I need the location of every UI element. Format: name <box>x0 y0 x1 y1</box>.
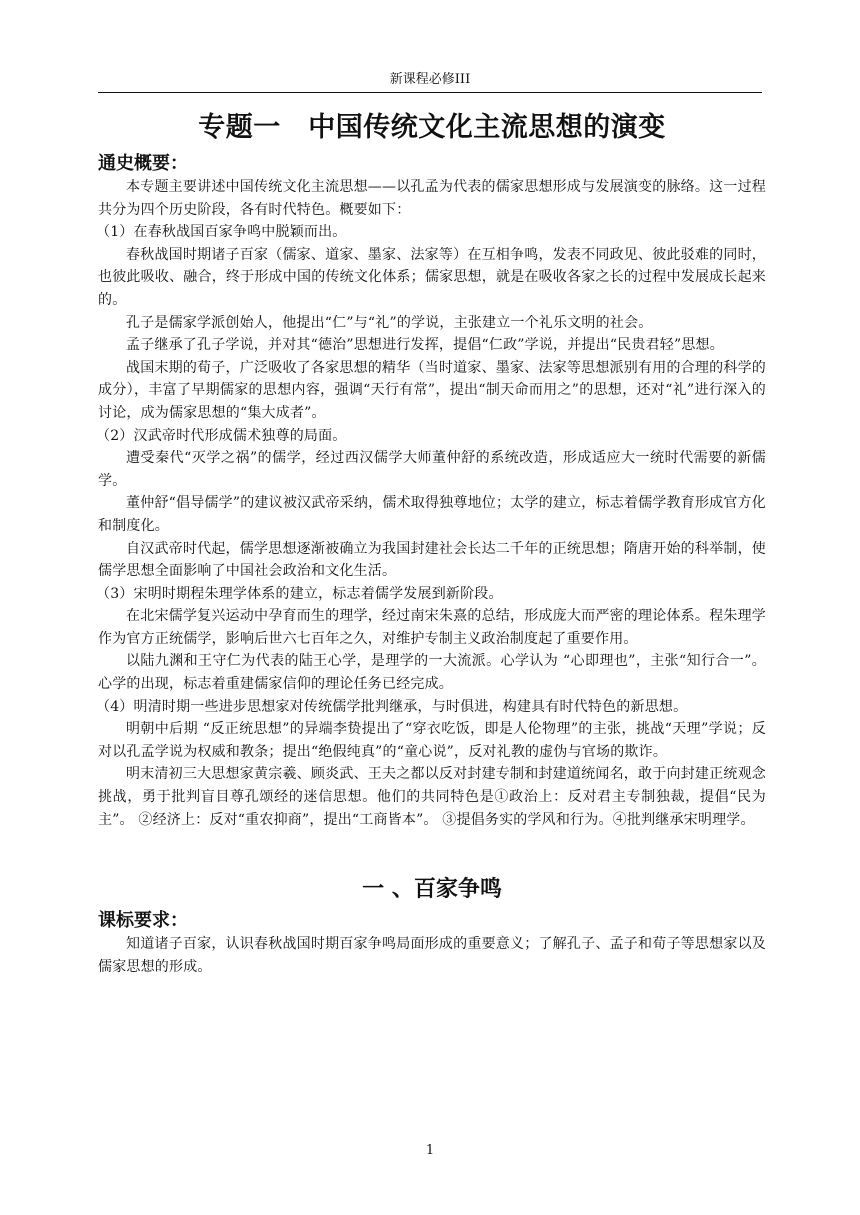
stage-1 <box>98 221 766 424</box>
curriculum-heading: 课标要求： <box>98 910 188 932</box>
paragraph: 春秋战国时期诸子百家（儒家、道家、墨家、法家等）在互相争鸣，发表不同政见、彼此驳难的同时，也彼此吸收、融合，终于形成中国的传统文化体系；儒家思想，就是在吸收各家之长的过程中发展成长起来的。 <box>98 246 766 308</box>
stage-title: （2）汉武帝时代形成儒术独尊的局面。 <box>96 427 347 444</box>
stage-title: （1）在春秋战国百家争鸣中脱颖而出。 <box>96 224 347 241</box>
stage-2 <box>98 425 766 583</box>
paragraph: 自汉武帝时代起，儒学思想逐渐被确立为我国封建社会长达二千年的正统思想；隋唐开始的科举制，使儒学思想全面影响了中国社会政治和文化生活。 <box>98 540 766 580</box>
page-number: 1 <box>425 1143 435 1158</box>
overview-intro: 本专题主要讲述中国传统文化主流思想——以孔孟为代表的儒家思想形成与发展演变的脉络。这一过程共分为四个历史阶段，各有时代特色。概要如下： <box>98 179 766 218</box>
paragraph: 孔子是儒家学派创始人，他提出“仁”与“礼”的学说，主张建立一个礼乐文明的社会。 <box>126 314 653 331</box>
paragraph: 明朝中后期 “反正统思想”的异端李贽提出了“穿衣吃饭，即是人伦物理”的主张，挑战“天理”学说；反对以孔孟学说为权威和教条；提出“绝假纯真”的“童心说”，反对礼教的虚伪与官场的欺诈。 <box>98 721 766 760</box>
paragraph: 以陆九渊和王守仁为代表的陆王心学，是理学的一大流派。心学认为 “心即理也”，主张“知行合一”。心学的出现，标志着重建儒家信仰的理论任务已经完成。 <box>98 653 766 693</box>
document-body <box>98 100 766 978</box>
document-title: 专题一 中国传统文化主流思想的演变 <box>198 112 666 143</box>
stage-4 <box>98 696 766 832</box>
paragraph: 遭受秦代“灭学之祸”的儒学，经过西汉儒学大师董仲舒的系统改造，形成适应大一统时代需要的新儒学。 <box>98 450 766 489</box>
stage-title: （3）宋明时期程朱理学体系的建立，标志着儒学发展到新阶段。 <box>96 585 503 602</box>
section-title: 一 、百家争鸣 <box>362 877 502 903</box>
header-divider <box>98 92 762 93</box>
paragraph: 孟子继承了孔子学说，并对其“德治”思想进行发挥，提倡“仁政”学说，并提出“民贵君轻”思想。 <box>126 337 724 354</box>
paragraph: 董仲舒“倡导儒学”的建议被汉武帝采纳，儒术取得独尊地位；太学的建立，标志着儒学教育形成官方化和制度化。 <box>98 495 766 534</box>
overview-heading: 通史概要： <box>98 153 188 174</box>
stage-title: （4）明清时期一些进步思想家对传统儒学批判继承，与时俱进，构建具有时代特色的新思想。 <box>96 698 688 715</box>
paragraph: 战国末期的荀子，广泛吸收了各家思想的精华（当时道家、墨家、法家等思想派别有用的合理的科学的成分），丰富了早期儒家的思想内容，强调“天行有常”，提出“制天命而用之”的思想，还对“礼”进行深入的讨论，成为儒家思想的“集大成者”。 <box>98 359 766 421</box>
paragraph: 在北宋儒学复兴运动中孕育而生的理学，经过南宋朱熹的总结，形成庞大而严密的理论体系。程朱理学作为官方正统儒学，影响后世六七百年之久，对维护专制主义政治制度起了重要作用。 <box>98 608 766 647</box>
page-header: 新课程必修III <box>389 72 471 87</box>
stage-3 <box>98 583 766 696</box>
curriculum-text: 知道诸子百家，认识春秋战国时期百家争鸣局面形成的重要意义；了解孔子、孟子和荀子等思想家以及儒家思想的形成。 <box>98 936 766 975</box>
paragraph: 明末清初三大思想家黄宗羲、顾炎武、王夫之都以反对封建专制和封建道统闻名，敢于向封建正统观念挑战，勇于批判盲目尊孔颂经的迷信思想。他们的共同特色是①政治上：反对君主专制独裁，提倡“民为主”。 ②经济上：反对“重农抑商”，提出“工商皆本”。 ③提倡务实的学风和行为。④批判继承宋明理学。 <box>98 766 766 828</box>
